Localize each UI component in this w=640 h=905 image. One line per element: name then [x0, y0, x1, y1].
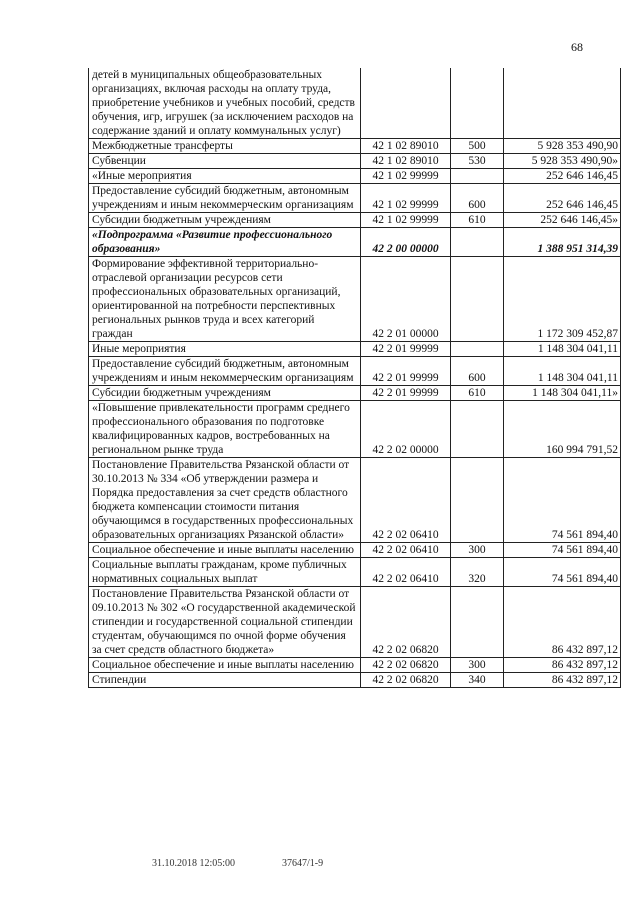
row-expense-type: 610	[451, 386, 504, 401]
table-row	[89, 658, 621, 673]
table-row	[89, 458, 621, 543]
table-row	[89, 228, 621, 257]
row-description: Иные мероприятия	[89, 342, 361, 357]
row-expense-type	[451, 587, 504, 658]
row-description: Межбюджетные трансферты	[89, 139, 361, 154]
row-budget-code: 42 2 02 06820	[361, 673, 451, 688]
row-amount: 86 432 897,12	[504, 673, 621, 688]
table-row	[89, 673, 621, 688]
row-amount: 160 994 791,52	[504, 401, 621, 458]
row-budget-code: 42 2 02 00000	[361, 401, 451, 458]
row-description: Субвенции	[89, 154, 361, 169]
row-expense-type: 500	[451, 139, 504, 154]
table-row	[89, 139, 621, 154]
table-row	[89, 543, 621, 558]
row-expense-type	[451, 68, 504, 139]
row-description: Предоставление субсидий бюджетным, автономным учреждениям и иным некоммерческим организациям	[89, 357, 361, 386]
row-budget-code: 42 1 02 99999	[361, 213, 451, 228]
row-amount: 74 561 894,40	[504, 558, 621, 587]
row-budget-code: 42 1 02 99999	[361, 169, 451, 184]
row-budget-code: 42 2 01 00000	[361, 257, 451, 342]
table-row	[89, 558, 621, 587]
row-budget-code: 42 1 02 89010	[361, 139, 451, 154]
row-budget-code: 42 2 02 06410	[361, 458, 451, 543]
row-description: «Иные мероприятия	[89, 169, 361, 184]
table-row	[89, 154, 621, 169]
row-expense-type	[451, 458, 504, 543]
row-description: «Подпрограмма «Развитие профессионального образования»	[89, 228, 361, 257]
row-description: Субсидии бюджетным учреждениям	[89, 213, 361, 228]
row-amount: 1 148 304 041,11	[504, 342, 621, 357]
row-amount: 5 928 353 490,90»	[504, 154, 621, 169]
row-budget-code	[361, 68, 451, 139]
row-amount: 5 928 353 490,90	[504, 139, 621, 154]
table-row	[89, 68, 621, 139]
row-amount: 1 148 304 041,11»	[504, 386, 621, 401]
budget-table	[88, 68, 621, 688]
row-description: Социальное обеспечение и иные выплаты населению	[89, 543, 361, 558]
row-description: Постановление Правительства Рязанской области от 30.10.2013 № 334 «Об утверждении размера и Порядка предоставления за счет средств областного бюджета компенсации стоимости питания обучающимся в государственных профессиональных образовательных организациях Рязанской области»	[89, 458, 361, 543]
table-row	[89, 587, 621, 658]
row-description: Формирование эффективной территориально-отраслевой организации ресурсов сети профессиональных образовательных организаций, ориентированной на потребности перспективных региональных рынков труда и всех категорий граждан	[89, 257, 361, 342]
row-budget-code: 42 2 02 06410	[361, 558, 451, 587]
table-row	[89, 401, 621, 458]
row-expense-type: 530	[451, 154, 504, 169]
row-budget-code: 42 2 02 06820	[361, 658, 451, 673]
row-amount: 252 646 146,45»	[504, 213, 621, 228]
table-row	[89, 184, 621, 213]
row-expense-type: 600	[451, 184, 504, 213]
row-expense-type	[451, 401, 504, 458]
row-description: Социальные выплаты гражданам, кроме публичных нормативных социальных выплат	[89, 558, 361, 587]
row-expense-type: 610	[451, 213, 504, 228]
row-description: Постановление Правительства Рязанской области от 09.10.2013 № 302 «О государственной академической стипендии и государственной социальной стипендии студентам, обучающимся по очной форме обучения за счет средств областного бюджета»	[89, 587, 361, 658]
row-amount: 1 148 304 041,11	[504, 357, 621, 386]
row-expense-type	[451, 228, 504, 257]
row-budget-code: 42 2 01 99999	[361, 386, 451, 401]
table-row	[89, 257, 621, 342]
row-amount: 74 561 894,40	[504, 458, 621, 543]
row-expense-type: 300	[451, 658, 504, 673]
table-row	[89, 357, 621, 386]
row-description: Стипендии	[89, 673, 361, 688]
row-amount: 252 646 146,45	[504, 184, 621, 213]
row-expense-type: 340	[451, 673, 504, 688]
row-budget-code: 42 2 00 00000	[361, 228, 451, 257]
row-budget-code: 42 1 02 89010	[361, 154, 451, 169]
row-budget-code: 42 1 02 99999	[361, 184, 451, 213]
table-row	[89, 213, 621, 228]
row-description: Субсидии бюджетным учреждениям	[89, 386, 361, 401]
row-description: «Повышение привлекательности программ среднего профессионального образования по подготовке квалифицированных кадров, востребованных на региональном рынке труда	[89, 401, 361, 458]
table-row	[89, 342, 621, 357]
table-row	[89, 169, 621, 184]
row-amount: 86 432 897,12	[504, 658, 621, 673]
row-budget-code: 42 2 02 06410	[361, 543, 451, 558]
row-expense-type: 320	[451, 558, 504, 587]
row-amount: 1 388 951 314,39	[504, 228, 621, 257]
row-budget-code: 42 2 01 99999	[361, 357, 451, 386]
row-expense-type: 600	[451, 357, 504, 386]
row-expense-type	[451, 169, 504, 184]
row-description: Социальное обеспечение и иные выплаты населению	[89, 658, 361, 673]
row-budget-code: 42 2 01 99999	[361, 342, 451, 357]
row-amount: 1 172 309 452,87	[504, 257, 621, 342]
row-expense-type	[451, 257, 504, 342]
footer-document-id: 37647/1-9	[282, 858, 324, 869]
footer-timestamp: 31.10.2018 12:05:00	[152, 858, 236, 869]
row-expense-type	[451, 342, 504, 357]
row-amount: 252 646 146,45	[504, 169, 621, 184]
row-expense-type: 300	[451, 543, 504, 558]
page-number: 68	[571, 40, 583, 54]
row-amount: 74 561 894,40	[504, 543, 621, 558]
row-description: детей в муниципальных общеобразовательных организациях, включая расходы на оплату труда, приобретение учебников и учебных пособий, средств обучения, игр, игрушек (за исключением расходов на содержание зданий и оплату коммунальных услуг)	[89, 68, 361, 139]
row-amount: 86 432 897,12	[504, 587, 621, 658]
table-row	[89, 386, 621, 401]
row-description: Предоставление субсидий бюджетным, автономным учреждениям и иным некоммерческим организациям	[89, 184, 361, 213]
row-budget-code: 42 2 02 06820	[361, 587, 451, 658]
row-amount	[504, 68, 621, 139]
